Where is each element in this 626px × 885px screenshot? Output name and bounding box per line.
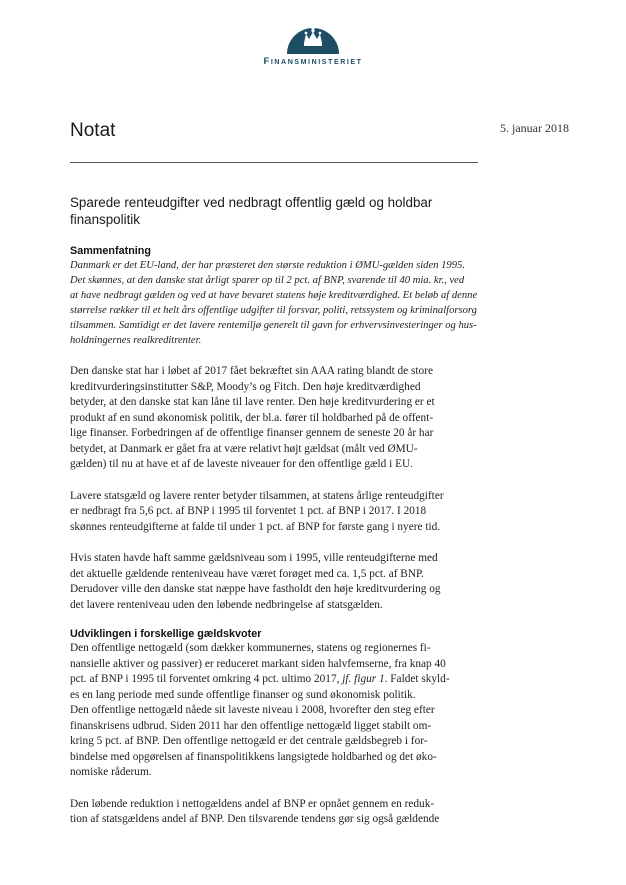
section-heading: Udviklingen i forskellige gældskvoter bbox=[70, 628, 262, 640]
summary-line: tilsammen. Samtidigt er det lavere rentemiljø generelt til gavn for erhvervsinvesteringer og hus- bbox=[70, 320, 477, 331]
paragraph-line: det aktuelle gældende renteniveau have været forøget med ca. 1,5 pct. af BNP. bbox=[70, 567, 424, 580]
title-line: finanspolitik bbox=[70, 212, 140, 227]
body-paragraph bbox=[70, 364, 480, 473]
paragraph-line: er nedbragt fra 5,6 pct. af BNP i 1995 til forventet 1 pct. af BNP i 2017. I 2018 bbox=[70, 505, 427, 517]
summary-line: Danmark er det EU-land, der har præsteret den største reduktion i ØMU-gælden siden 1995. bbox=[70, 260, 465, 271]
document-type: Notat bbox=[70, 120, 116, 141]
paragraph-line: tion af statsgældens andel af BNP. Den tilsvarende tendens gør sig også gældende bbox=[70, 813, 440, 825]
paragraph-line: Den løbende reduktion i nettogældens andel af BNP er opnået gennem en reduk- bbox=[70, 797, 435, 810]
paragraph-line: Lavere statsgæld og lavere renter betyder tilsammen, at statens årlige renteudgifter bbox=[70, 489, 444, 502]
document-body bbox=[70, 244, 480, 828]
body-paragraph bbox=[70, 551, 480, 613]
body-paragraph bbox=[70, 489, 480, 536]
summary-line: holdningernes realkreditrenter. bbox=[70, 335, 202, 346]
summary-text bbox=[70, 258, 480, 348]
summary-line: Det skønnes, at den danske stat årligt sparer op til 2 pct. af BNP, svarende til 40 mia. kr., ved bbox=[70, 275, 465, 286]
paragraph-text: pct. af BNP i 1995 til forventet omkring 4 pct. ultimo 2017, bbox=[70, 673, 343, 685]
paragraph-line: finanskrisens udbrud. Siden 2011 har den offentlige nettogæld ligget stabilt om- bbox=[70, 719, 432, 732]
paragraph-line: det lavere renteniveau uden den løbende nedbringelse af statsgælden. bbox=[70, 598, 383, 611]
paragraph-line: Den offentlige nettogæld nåede sit laveste niveau i 2008, hvorefter den steg efter bbox=[70, 704, 435, 716]
paragraph-line: skønnes renteudgifterne at falde til under 1 pct. af BNP for første gang i nyere tid. bbox=[70, 520, 441, 533]
title-line: Sparede renteudgifter ved nedbragt offentlig gæld og holdbar bbox=[70, 195, 433, 210]
document-date: 5. januar 2018 bbox=[500, 121, 569, 135]
paragraph-line: kring 5 pct. af BNP. Den offentlige nettogæld er det centrale gældsbegreb i for- bbox=[70, 735, 428, 747]
paragraph-line: betydet, at Danmark er gået fra at være relativt højt gældsat (målt ved ØMU- bbox=[70, 442, 418, 455]
summary-heading: Sammenfatning bbox=[70, 245, 151, 257]
paragraph-line: produkt af en sund økonomisk politik, der bl.a. fører til holdbarhed på de offent- bbox=[70, 411, 434, 424]
crown-icon bbox=[285, 26, 341, 54]
paragraph-line bbox=[70, 672, 480, 688]
paragraph-line: nansielle aktiver og passiver) er reduceret markant siden halvfemserne, fra knap 40 bbox=[70, 657, 446, 670]
paragraph-line: Hvis staten havde haft samme gældsniveau som i 1995, ville renteudgifterne med bbox=[70, 552, 438, 564]
paragraph-line: bindelse med opgørelsen af finanspolitikkens langsigtede holdbarhed og det øko- bbox=[70, 750, 437, 763]
logo-text: Finansministeriet bbox=[263, 56, 363, 67]
figure-reference: jf. figur 1 bbox=[342, 673, 385, 685]
document-title bbox=[70, 194, 470, 228]
summary-line: at have nedbragt gælden og ved at have bevaret statens høje kreditværdighed. Et beløb af denne bbox=[70, 290, 478, 301]
paragraph-line: gælden) til nu at have et af de laveste niveauer for den offentlige gæld i EU. bbox=[70, 458, 413, 470]
paragraph-line: Derudover ville den danske stat næppe have fastholdt den høje kreditvurdering og bbox=[70, 583, 441, 595]
paragraph-line: Den danske stat har i løbet af 2017 fået bekræftet sin AAA rating blandt de store bbox=[70, 365, 433, 377]
body-paragraph bbox=[70, 797, 480, 828]
paragraph-line: es en lang periode med sunde offentlige finanser og sund økonomisk politik. bbox=[70, 688, 416, 701]
header-divider bbox=[70, 162, 478, 163]
paragraph-line: nomiske råderum. bbox=[70, 766, 152, 778]
summary-line: størrelse rækker til et helt års offentlige udgifter til forsvar, politi, retssystem og kriminalforsorg bbox=[70, 305, 477, 316]
finansministeriet-logo bbox=[240, 26, 386, 67]
paragraph-line: betyder, at den danske stat kan låne til lave renter. Den høje kreditvurdering er et bbox=[70, 396, 435, 408]
body-paragraph bbox=[70, 641, 480, 781]
paragraph-line: kreditvurderingsinstitutter S&P, Moody’s og Fitch. Den høje kreditværdighed bbox=[70, 380, 421, 393]
paragraph-text: . Faldet skyld- bbox=[384, 673, 450, 685]
paragraph-line: Den offentlige nettogæld (som dækker kommunernes, statens og regionernes fi- bbox=[70, 642, 431, 654]
paragraph-line: lige finanser. Forbedringen af de offentlige finanser gennem de seneste 20 år har bbox=[70, 427, 434, 439]
